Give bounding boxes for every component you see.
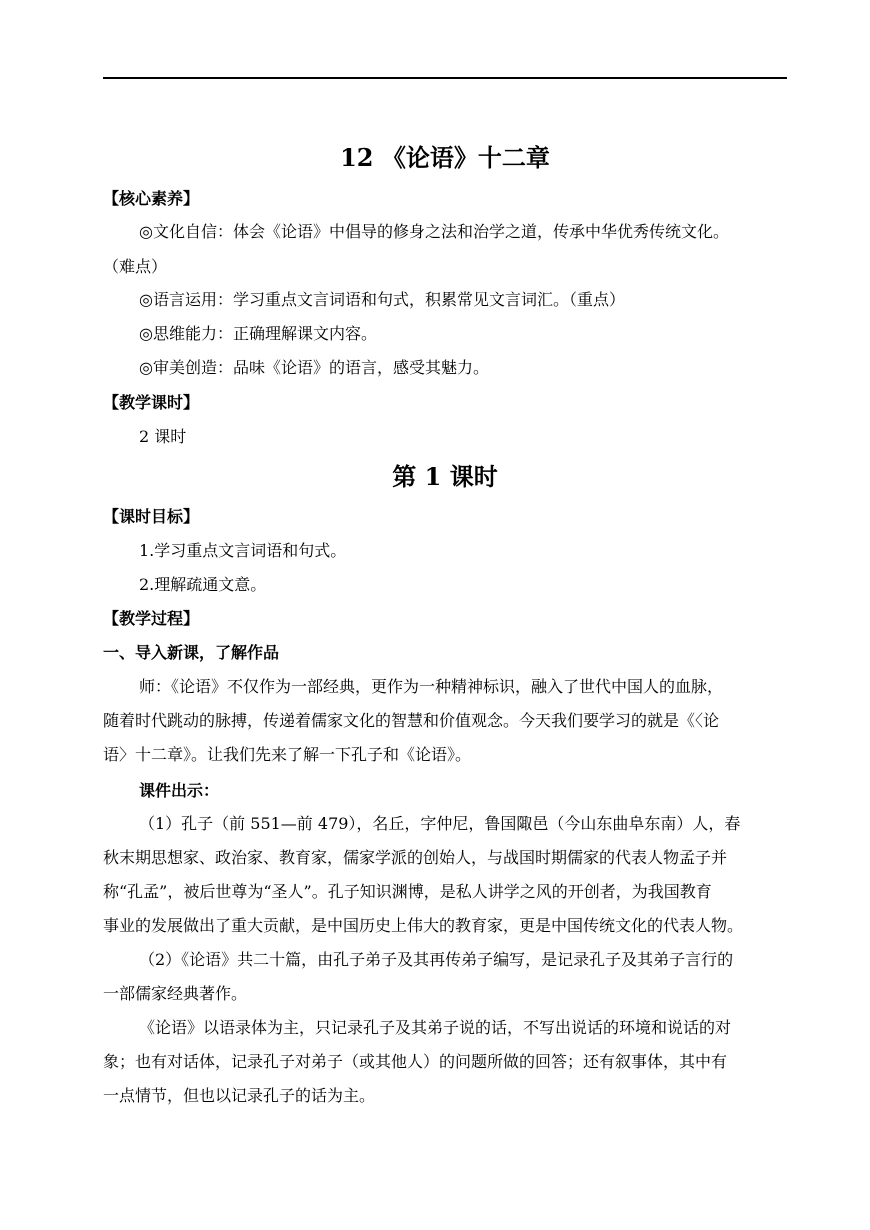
paragraph-line: 一点情节，但也以记录孔子的话为主。: [103, 1086, 376, 1105]
paragraph-line: 称“孔孟”，被后世尊为“圣人”。孔子知识渊博，是私人讲学之风的开创者，为我国教育: [103, 882, 712, 901]
paragraph-line: 随着时代跳动的脉搏，传递着儒家文化的智慧和价值观念。今天我们要学习的就是《〈论: [103, 711, 720, 730]
paragraph-line: 象；也有对话体，记录孔子对弟子（或其他人）的问题所做的回答；还有叙事体，其中有: [103, 1052, 728, 1071]
paragraph-line: （1）孔子（前 551—前 479），名丘，字仲尼，鲁国陬邑（今山东曲阜东南）人，春: [139, 814, 741, 833]
process-heading: 【教学过程】: [103, 609, 200, 628]
step1-heading: 一、导入新课，了解作品: [103, 643, 280, 662]
core-item-aesthetics: ◎审美创造：品味《论语》的语言，感受其魅力。: [139, 358, 489, 377]
paragraph-line: 一部儒家经典著作。: [103, 984, 248, 1003]
paragraph-line: 《论语》以语录体为主，只记录孔子及其弟子说的话，不写出说话的环境和说话的对: [139, 1018, 732, 1037]
hours-heading: 【教学课时】: [103, 393, 200, 412]
confucius-paragraph: [103, 807, 787, 943]
style-paragraph: [103, 1011, 787, 1113]
core-heading: 【核心素养】: [103, 189, 200, 208]
paragraph-line: 事业的发展做出了重大贡献，是中国历史上伟大的教育家，更是中国传统文化的代表人物。: [103, 916, 744, 935]
core-item-thinking: ◎思维能力：正确理解课文内容。: [139, 324, 377, 343]
intro-paragraph: [103, 670, 787, 772]
core-item-culture: ◎文化自信：体会《论语》中倡导的修身之法和治学之道，传承中华优秀传统文化。: [139, 222, 729, 241]
courseware-label: 课件出示：: [139, 781, 220, 800]
core-item-language: ◎语言运用：学习重点文言词语和句式，积累常见文言词汇。（重点）: [139, 290, 625, 309]
document-title: 12 《论语》十二章: [340, 143, 550, 172]
hours-value: 2 课时: [139, 427, 187, 446]
paragraph-line: （2）《论语》共二十篇，由孔子弟子及其再传弟子编写，是记录孔子及其弟子言行的: [139, 950, 734, 969]
goal-item: 2.理解疏通文意。: [139, 575, 267, 594]
paragraph-line: 师：《论语》不仅作为一部经典，更作为一种精神标识，融入了世代中国人的血脉，: [139, 677, 724, 696]
paragraph-line: 语〉十二章》。让我们先来了解一下孔子和《论语》。: [103, 745, 472, 764]
goals-heading: 【课时目标】: [103, 507, 200, 526]
analects-paragraph: [103, 943, 787, 1011]
goal-item: 1.学习重点文言词语和句式。: [139, 541, 347, 560]
paragraph-line: 秋末期思想家、政治家、教育家，儒家学派的创始人，与战国时期儒家的代表人物孟子并: [103, 848, 728, 867]
core-item-culture-note: （难点）: [103, 257, 168, 276]
header-rule: [103, 77, 787, 79]
lesson-title: 第 1 课时: [392, 462, 498, 491]
